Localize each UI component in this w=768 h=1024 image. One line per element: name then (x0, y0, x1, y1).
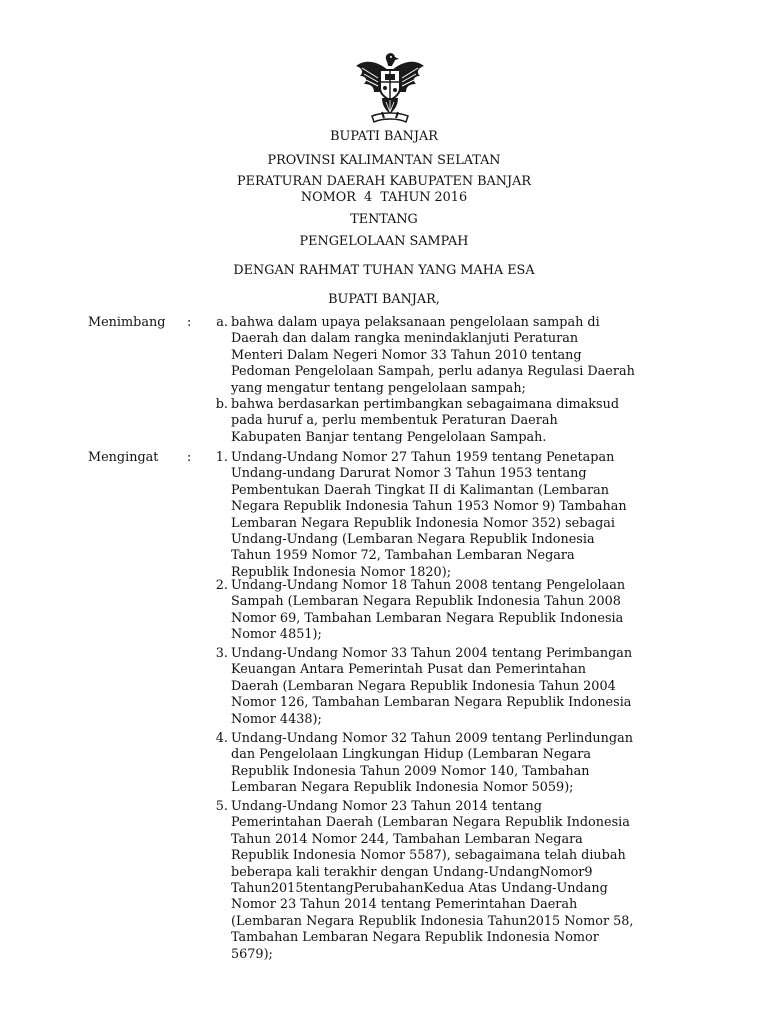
mengingat-item-5: Undang-Undang Nomor 23 Tahun 2014 tentang Pemerintahan Daerah (Lembaran Negara Republik Indonesia Tahun 2014 Nomor 244, Tambahan Lembaran Negara Republik Indonesia Nomor 5587), sebagaimana telah diubah beberapa kali terakhir dengan Undang-UndangNomor9 Tahun2015tentangPerubahanKedua Atas Undang-Undang Nomor 23 Tahun 2014 tentang Pemerintahan Daerah (Lembaran Negara Republik Indonesia Tahun2015 Nomor 58, Tambahan Lembaran Negara Republik Indonesia Nomor 5679); (231, 799, 634, 962)
menimbang-marker-a: a. (216, 315, 228, 330)
mengingat-label: Mengingat (88, 450, 159, 465)
menimbang-marker-b: b. (215, 397, 228, 412)
mengingat-colon: : (187, 450, 192, 465)
regulation-number: NOMOR 4 TAHUN 2016 (300, 190, 468, 205)
mengingat-marker-2: 2. (215, 578, 228, 593)
mengingat-item-1: Undang-Undang Nomor 27 Tahun 1959 tentang Penetapan Undang-undang Darurat Nomor 3 Tahun 1953 tentang Pembentukan Daerah Tingkat II di Kalimantan (Lembaran Negara Republik Indonesia Tahun 1953 Nomor 9) Tambahan Lembaran Negara Republik Indonesia Nomor 352) sebagai Undang-Undang (Lembaran Negara Republik Indonesia Tahun 1959 Nomor 72, Tambahan Lembaran Negara Republik Indonesia Nomor 1820); (231, 450, 627, 580)
preamble-line: DENGAN RAHMAT TUHAN YANG MAHA ESA (233, 263, 535, 278)
mengingat-marker-4: 4. (215, 731, 228, 746)
regulation-subject: PENGELOLAAN SAMPAH (299, 234, 469, 249)
province-title: PROVINSI KALIMANTAN SELATAN (267, 153, 501, 168)
menimbang-colon: : (187, 315, 192, 330)
issuer-title: BUPATI BANJAR (330, 129, 438, 144)
mengingat-marker-3: 3. (215, 646, 228, 661)
menimbang-item-a: bahwa dalam upaya pelaksanaan pengelolaan sampah di Daerah dan dalam rangka menindaklanjuti Peraturan Menteri Dalam Negeri Nomor 33 Tahun 2010 tentang Pedoman Pengelolaan Sampah, perlu adanya Regulasi Daerah yang mengatur tentang pengelolaan sampah; (231, 315, 635, 396)
mengingat-item-3: Undang-Undang Nomor 33 Tahun 2004 tentang Perimbangan Keuangan Antara Pemerintah Pusat dan Pemerintahan Daerah (Lembaran Negara Republik Indonesia Tahun 2004 Nomor 126, Tambahan Lembaran Negara Republik Indonesia Nomor 4438); (231, 646, 633, 727)
about-label: TENTANG (350, 212, 418, 227)
menimbang-item-b: bahwa berdasarkan pertimbangkan sebagaimana dimaksud pada huruf a, perlu membentuk Peraturan Daerah Kabupaten Banjar tentang Pengelolaan Sampah. (231, 397, 620, 445)
menimbang-label: Menimbang (88, 315, 166, 330)
mengingat-marker-5: 5. (215, 799, 228, 814)
regent-line: BUPATI BANJAR, (328, 292, 440, 307)
regulation-title: PERATURAN DAERAH KABUPATEN BANJAR (237, 174, 531, 189)
garuda-emblem-icon (352, 52, 428, 126)
mengingat-item-2: Undang-Undang Nomor 18 Tahun 2008 tentang Pengelolaan Sampah (Lembaran Negara Republik Indonesia Tahun 2008 Nomor 69, Tambahan Lembaran Negara Republik Indonesia Nomor 4851); (231, 578, 626, 643)
mengingat-marker-1: 1. (215, 450, 228, 465)
mengingat-item-4: Undang-Undang Nomor 32 Tahun 2009 tentang Perlindungan dan Pengelolaan Lingkungan Hidup (Lembaran Negara Republik Indonesia Tahun 2009 Nomor 140, Tambahan Lembaran Negara Republik Indonesia Nomor 5059); (231, 731, 633, 796)
